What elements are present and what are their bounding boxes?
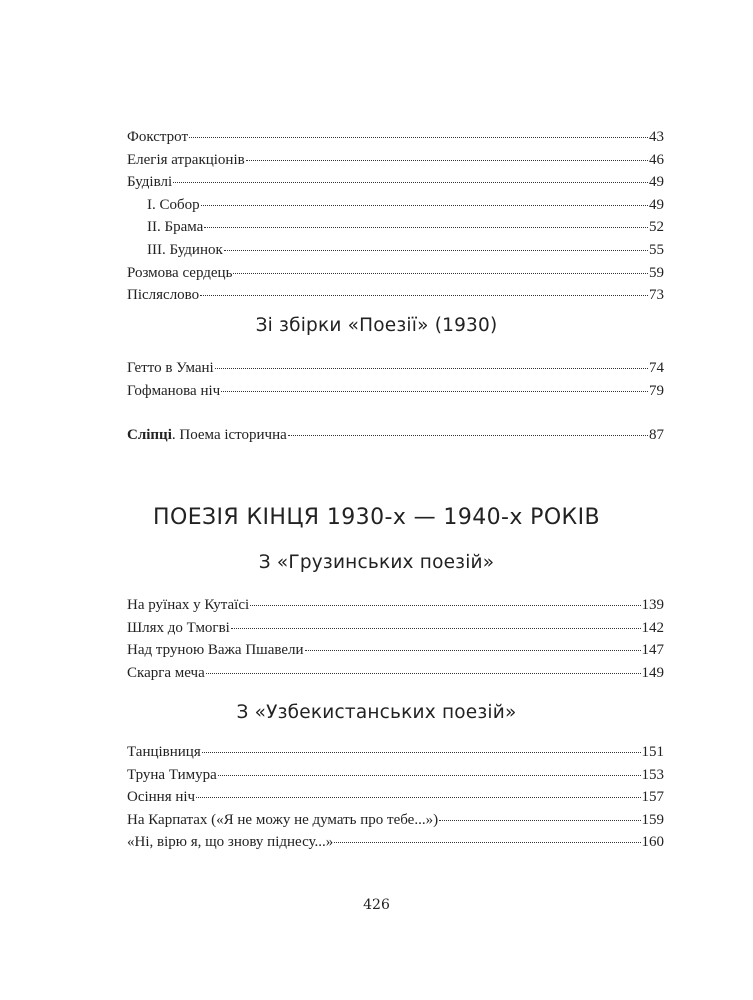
dot-leader [218, 775, 641, 776]
toc-entry[interactable] [127, 741, 664, 764]
dot-leader [288, 435, 648, 436]
toc-entry-page: 73 [649, 287, 664, 304]
toc-subentry[interactable] [127, 239, 664, 262]
toc-entry-page: 151 [641, 744, 664, 760]
toc-entry[interactable] [127, 424, 664, 447]
toc-entry-title: Будівлі [127, 174, 173, 191]
toc-list-2-special [127, 424, 664, 447]
toc-entry[interactable] [127, 764, 664, 787]
toc-entry-title: Осіння ніч [127, 789, 196, 806]
main-section-heading: ПОЕЗІЯ КІНЦЯ 1930-х — 1940-х РОКІВ [153, 505, 600, 530]
toc-entry[interactable] [127, 171, 664, 194]
toc-entry-title: Шлях до Тмогві [127, 619, 230, 636]
toc-entry-title: На Карпатах («Я не можу не думать про тебе...») [127, 811, 439, 828]
dot-leader [200, 295, 648, 296]
dot-leader [231, 628, 641, 629]
toc-entry-page: 74 [649, 360, 664, 376]
toc-entry-title: Розмова сердець [127, 264, 233, 281]
toc-entry-title-rest: . Поема історична [171, 427, 287, 443]
toc-subentry[interactable] [127, 216, 664, 239]
toc-list-3 [127, 594, 664, 684]
dot-leader [305, 650, 641, 651]
dot-leader [439, 820, 640, 821]
toc-entry[interactable] [127, 149, 664, 172]
section-heading: З «Узбекистанських поезій» [236, 702, 517, 723]
toc-entry-page: 153 [641, 766, 664, 783]
dot-leader [233, 273, 648, 274]
toc-entry[interactable] [127, 639, 664, 662]
toc-list-2 [127, 357, 664, 402]
toc-entry[interactable] [127, 786, 664, 809]
toc-entry-page: 139 [641, 597, 664, 613]
toc-entry-title: Гетто в Умані [127, 360, 214, 376]
dot-leader [224, 250, 648, 251]
dot-leader [334, 842, 640, 843]
toc-entry-title-bold: Сліпці [127, 427, 172, 443]
toc-entry-title: Над труною Важа Пшавели [127, 642, 304, 659]
toc-entry-title [127, 424, 287, 447]
toc-entry-page: 43 [649, 129, 664, 145]
dot-leader [221, 391, 648, 392]
toc-entry[interactable] [127, 262, 664, 285]
toc-entry-page: 49 [649, 174, 664, 191]
toc-entry[interactable] [127, 126, 664, 149]
toc-entry-title: Труна Тимура [127, 766, 217, 783]
toc-list-4 [127, 741, 664, 854]
toc-entry-title: Елегія атракціонів [127, 151, 245, 168]
dot-leader [206, 673, 641, 674]
toc-entry-page: 55 [649, 241, 664, 258]
dot-leader [173, 182, 648, 183]
toc-entry-title: ІІ. Брама [147, 219, 204, 236]
toc-entry-page: 149 [641, 664, 664, 681]
toc-entry-page: 142 [641, 619, 664, 636]
toc-entry[interactable] [127, 662, 664, 685]
section-heading: Зі збірки «Поезії» (1930) [255, 315, 498, 336]
toc-entry-title: На руїнах у Кутаїсі [127, 597, 250, 613]
toc-entry-title: Танцівниця [127, 744, 201, 760]
toc-entry[interactable] [127, 357, 664, 380]
toc-entry-title: Фокстрот [127, 129, 189, 145]
toc-entry-title: ІІІ. Будинок [147, 241, 223, 258]
toc-entry-page: 157 [641, 789, 664, 806]
toc-entry-page: 49 [649, 196, 664, 213]
toc-subentry[interactable] [127, 194, 664, 217]
toc-entry-page: 87 [649, 427, 664, 443]
toc-entry[interactable] [127, 617, 664, 640]
toc-entry-page: 159 [641, 811, 664, 828]
toc-entry-title: «Ні, вірю я, що знову піднесу...» [127, 834, 334, 851]
toc-entry-page: 59 [649, 264, 664, 281]
toc-entry[interactable] [127, 380, 664, 403]
toc-entry[interactable] [127, 594, 664, 617]
toc-entry-title: Скарга меча [127, 664, 205, 681]
toc-entry-page: 160 [641, 834, 664, 851]
dot-leader [250, 605, 640, 606]
toc-entry[interactable] [127, 284, 664, 307]
dot-leader [189, 137, 648, 138]
toc-entry-title: Гофманова ніч [127, 382, 221, 399]
dot-leader [202, 752, 641, 753]
dot-leader [246, 160, 648, 161]
dot-leader [196, 797, 640, 798]
dot-leader [204, 227, 648, 228]
toc-entry[interactable] [127, 809, 664, 832]
toc-entry-page: 46 [649, 151, 664, 168]
dot-leader [201, 205, 648, 206]
section-heading: З «Грузинських поезій» [258, 552, 495, 573]
page-number: 426 [363, 897, 390, 913]
toc-entry-title: Післяслово [127, 287, 200, 304]
toc-entry-page: 52 [649, 219, 664, 236]
toc-entry-page: 79 [649, 382, 664, 399]
toc-entry-title: І. Собор [147, 196, 200, 213]
dot-leader [215, 368, 648, 369]
toc-entry-page: 147 [641, 642, 664, 659]
toc-list-1 [127, 126, 664, 307]
toc-entry[interactable] [127, 831, 664, 854]
